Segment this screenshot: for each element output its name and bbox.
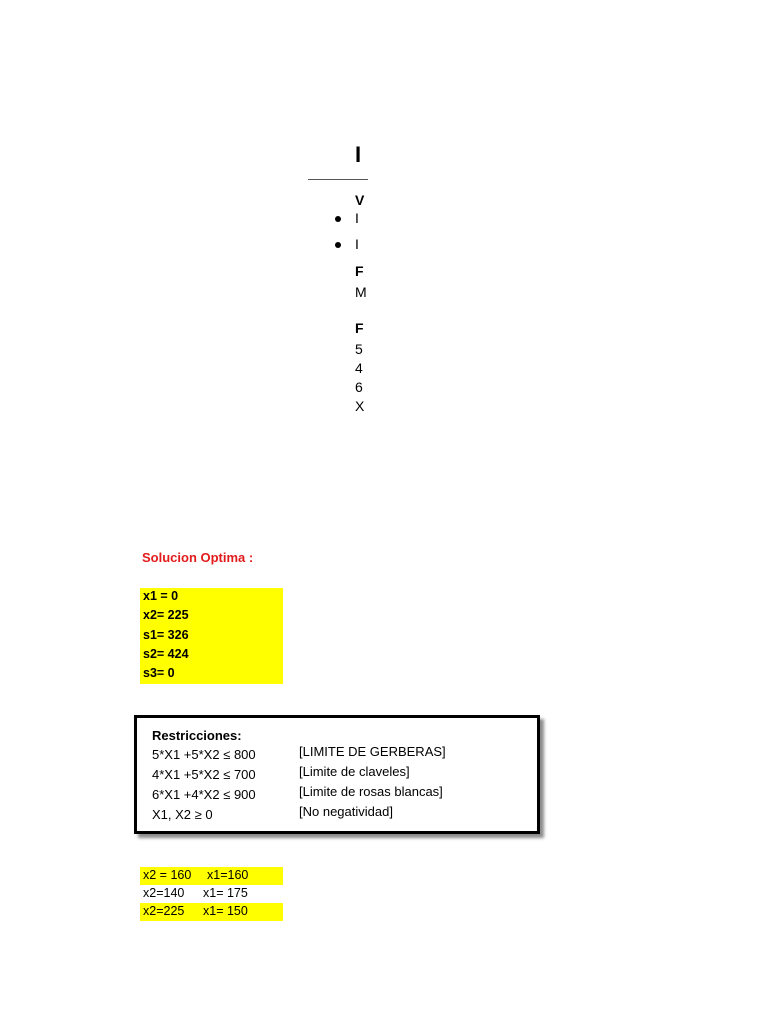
- bullet-icon: [335, 216, 341, 222]
- restriction-note: [Limite de rosas blancas]: [299, 784, 443, 799]
- heading-underline: [308, 179, 368, 180]
- restriction-note: [Limite de claveles]: [299, 764, 410, 779]
- bullet-icon: [335, 242, 341, 248]
- restriction-equation: 5*X1 +5*X2 ≤ 800: [152, 747, 256, 762]
- fragment-line: F: [355, 320, 364, 336]
- fragment-line: X: [355, 398, 365, 414]
- fragment-line: I: [355, 236, 359, 252]
- fragment-heading: I: [355, 142, 362, 167]
- pair-row: [140, 867, 283, 885]
- restriction-equation: 6*X1 +4*X2 ≤ 900: [152, 787, 256, 802]
- pair-x1: x1= 150: [203, 904, 248, 918]
- solution-value: s2= 424: [143, 647, 189, 661]
- fragment-line: 5: [355, 341, 363, 357]
- restriction-note: [No negatividad]: [299, 804, 393, 819]
- fragment-line: V: [355, 192, 365, 208]
- restrictions-box: [134, 715, 540, 834]
- pair-x1: x1=160: [207, 868, 249, 882]
- solution-title: Solucion Optima :: [142, 550, 254, 565]
- restrictions-panel: [130, 712, 359, 836]
- solution-value: x1 = 0: [143, 589, 179, 603]
- restriction-equation: 4*X1 +5*X2 ≤ 700: [152, 767, 256, 782]
- pair-x2: x2=225: [143, 904, 185, 918]
- cropped-document-fragment: [300, 130, 367, 430]
- pair-x1: x1= 175: [203, 886, 248, 900]
- restriction-equation: X1, X2 ≥ 0: [152, 807, 213, 822]
- pair-row: [140, 885, 283, 903]
- solution-value: x2= 225: [143, 608, 189, 622]
- fragment-line: 4: [355, 360, 363, 376]
- solution-value: s1= 326: [143, 628, 189, 642]
- pair-row: [140, 903, 283, 921]
- pair-x2: x2 = 160: [143, 868, 192, 882]
- fragment-line: 6: [355, 379, 363, 395]
- solution-value: s3= 0: [143, 666, 175, 680]
- restriction-note: [LIMITE DE GERBERAS]: [299, 744, 446, 759]
- fragment-line: F: [355, 263, 364, 279]
- pair-x2: x2=140: [143, 886, 185, 900]
- restrictions-title: Restricciones:: [152, 728, 242, 743]
- fragment-line: I: [355, 210, 359, 226]
- fragment-line: M: [355, 284, 367, 300]
- solution-values-block: [140, 588, 283, 684]
